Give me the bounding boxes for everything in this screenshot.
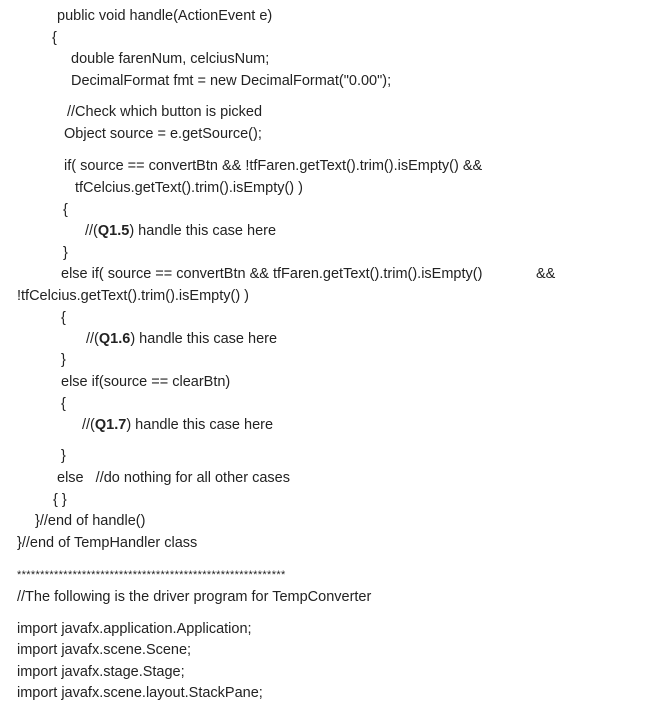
else-if-and-operator: && [536, 266, 556, 282]
else-if-clear-button: else if(source == clearBtn) [61, 374, 231, 390]
comment-suffix: ) handle this case here [129, 223, 277, 239]
import-scene: import javafx.scene.Scene; [17, 642, 192, 658]
comment-prefix: //( [82, 417, 95, 433]
open-brace: { [63, 202, 68, 218]
handle-method-signature: public void handle(ActionEvent e) [57, 8, 273, 24]
comment-suffix: ) handle this case here [126, 417, 274, 433]
check-button-comment: //Check which button is picked [67, 104, 263, 120]
else-if-condition-line-1: else if( source == convertBtn && tfFaren.getText().trim().isEmpty() [61, 266, 483, 282]
comment-prefix: //( [85, 223, 98, 239]
else-if-condition-line-2: !tfCelcius.getText().trim().isEmpty() ) [17, 288, 250, 304]
import-stackpane: import javafx.scene.layout.StackPane; [17, 685, 263, 701]
source-declaration: Object source = e.getSource(); [64, 126, 262, 142]
empty-block: { } [53, 492, 67, 508]
end-of-class: }//end of TempHandler class [17, 535, 198, 551]
import-stage: import javafx.stage.Stage; [17, 664, 185, 680]
close-brace: } [61, 352, 66, 368]
q1-7-comment [82, 416, 273, 434]
import-application: import javafx.application.Application; [17, 621, 252, 637]
question-tag: Q1.6 [98, 331, 131, 347]
open-brace: { [61, 310, 66, 326]
star-separator: ********************************************************** [17, 569, 286, 581]
close-brace: } [61, 448, 66, 464]
question-tag: Q1.7 [94, 417, 127, 433]
q1-5-comment [85, 222, 276, 240]
if-condition-line-1: if( source == convertBtn && !tfFaren.getText().trim().isEmpty() && [64, 158, 483, 174]
end-of-handle: }//end of handle() [35, 513, 146, 529]
if-condition-line-2: tfCelcius.getText().trim().isEmpty() ) [75, 180, 303, 196]
open-brace: { [61, 396, 66, 412]
comment-suffix: ) handle this case here [130, 331, 278, 347]
open-brace: { [52, 30, 57, 46]
else-line: else //do nothing for all other cases [57, 470, 290, 486]
decimal-format-declaration: DecimalFormat fmt = new DecimalFormat("0.00"); [71, 73, 392, 89]
question-tag: Q1.5 [97, 223, 130, 239]
variable-declaration: double farenNum, celciusNum; [71, 51, 270, 67]
driver-program-comment: //The following is the driver program for TempConverter [17, 589, 372, 605]
comment-prefix: //( [86, 331, 99, 347]
close-brace: } [63, 245, 68, 261]
q1-6-comment [86, 330, 277, 348]
